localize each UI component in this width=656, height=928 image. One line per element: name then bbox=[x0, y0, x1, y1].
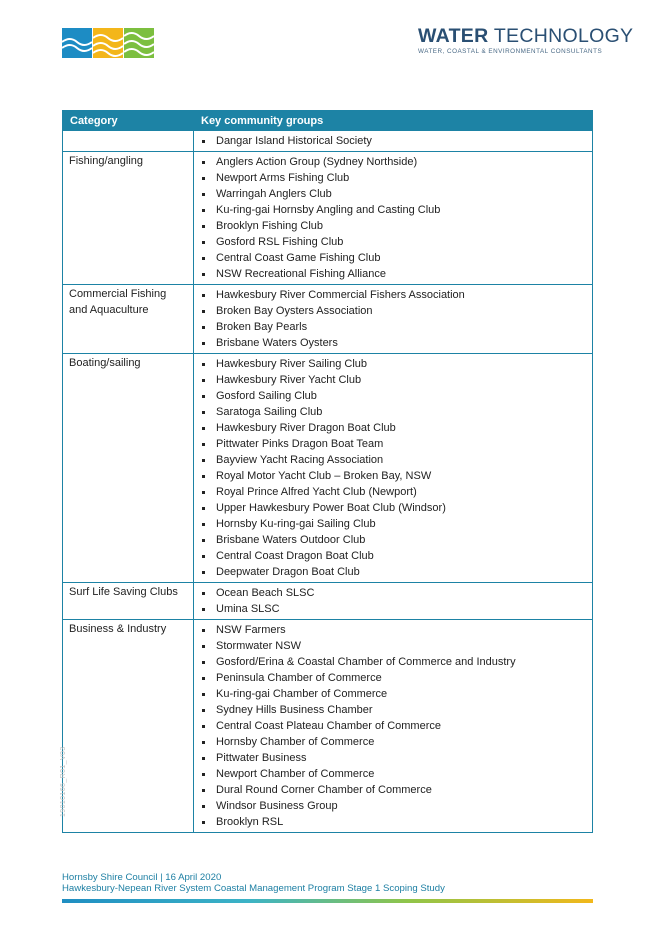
list-item: Umina SLSC bbox=[200, 601, 586, 617]
brand-block bbox=[418, 25, 634, 55]
groups-cell bbox=[194, 285, 593, 354]
category-cell: Commercial Fishing and Aquaculture bbox=[63, 285, 194, 354]
list-item: Ku-ring-gai Chamber of Commerce bbox=[200, 686, 586, 702]
list-item: Bayview Yacht Racing Association bbox=[200, 452, 586, 468]
category-cell: Surf Life Saving Clubs bbox=[63, 583, 194, 620]
groups-cell bbox=[194, 131, 593, 152]
list-item: Brisbane Waters Outdoor Club bbox=[200, 532, 586, 548]
water-wave-logo-icon bbox=[62, 28, 154, 58]
category-cell: Business & Industry bbox=[63, 620, 194, 833]
category-column-header: Category bbox=[63, 111, 194, 131]
list-item: Hornsby Chamber of Commerce bbox=[200, 734, 586, 750]
brand-title-rest: TECHNOLOGY bbox=[493, 25, 634, 47]
category-cell bbox=[63, 131, 194, 152]
groups-list bbox=[200, 287, 586, 351]
list-item: Stormwater NSW bbox=[200, 638, 586, 654]
groups-list bbox=[200, 133, 586, 149]
list-item: Central Coast Plateau Chamber of Commerce bbox=[200, 718, 586, 734]
footer-line-2: Hawkesbury-Nepean River System Coastal Management Program Stage 1 Scoping Study bbox=[62, 883, 445, 894]
list-item: NSW Recreational Fishing Alliance bbox=[200, 266, 586, 282]
list-item: Pittwater Business bbox=[200, 750, 586, 766]
list-item: Central Coast Dragon Boat Club bbox=[200, 548, 586, 564]
list-item: Hawkesbury River Dragon Boat Club bbox=[200, 420, 586, 436]
list-item: Anglers Action Group (Sydney Northside) bbox=[200, 154, 586, 170]
list-item: Warringah Anglers Club bbox=[200, 186, 586, 202]
table-row bbox=[63, 354, 593, 583]
list-item: Ocean Beach SLSC bbox=[200, 585, 586, 601]
table-header-row bbox=[63, 111, 593, 131]
table-row bbox=[63, 152, 593, 285]
list-item: Royal Prince Alfred Yacht Club (Newport) bbox=[200, 484, 586, 500]
footer-color-bar bbox=[62, 899, 593, 903]
list-item: Gosford RSL Fishing Club bbox=[200, 234, 586, 250]
groups-list bbox=[200, 154, 586, 282]
category-cell: Fishing/angling bbox=[63, 152, 194, 285]
groups-list bbox=[200, 356, 586, 580]
list-item: Pittwater Pinks Dragon Boat Team bbox=[200, 436, 586, 452]
table-row bbox=[63, 620, 593, 833]
table-row bbox=[63, 285, 593, 354]
groups-cell bbox=[194, 152, 593, 285]
list-item: Dural Round Corner Chamber of Commerce bbox=[200, 782, 586, 798]
groups-list bbox=[200, 585, 586, 617]
list-item: Gosford/Erina & Coastal Chamber of Commerce and Industry bbox=[200, 654, 586, 670]
list-item: Brooklyn RSL bbox=[200, 814, 586, 830]
community-groups-table bbox=[62, 110, 593, 833]
list-item: Saratoga Sailing Club bbox=[200, 404, 586, 420]
category-cell: Boating/sailing bbox=[63, 354, 194, 583]
list-item: Royal Motor Yacht Club – Broken Bay, NSW bbox=[200, 468, 586, 484]
groups-cell bbox=[194, 620, 593, 833]
groups-cell bbox=[194, 583, 593, 620]
document-code: 19010166_R01_V03 bbox=[60, 746, 67, 817]
footer-line-1: Hornsby Shire Council | 16 April 2020 bbox=[62, 872, 222, 883]
table-row bbox=[63, 583, 593, 620]
list-item: Hawkesbury River Yacht Club bbox=[200, 372, 586, 388]
list-item: Hawkesbury River Sailing Club bbox=[200, 356, 586, 372]
table-row bbox=[63, 131, 593, 152]
list-item: Newport Arms Fishing Club bbox=[200, 170, 586, 186]
list-item: Newport Chamber of Commerce bbox=[200, 766, 586, 782]
groups-column-header: Key community groups bbox=[194, 111, 593, 131]
list-item: Broken Bay Oysters Association bbox=[200, 303, 586, 319]
groups-cell bbox=[194, 354, 593, 583]
list-item: Broken Bay Pearls bbox=[200, 319, 586, 335]
list-item: Gosford Sailing Club bbox=[200, 388, 586, 404]
brand-title bbox=[418, 25, 634, 47]
table-body bbox=[63, 131, 593, 833]
list-item: Sydney Hills Business Chamber bbox=[200, 702, 586, 718]
list-item: Hornsby Ku-ring-gai Sailing Club bbox=[200, 516, 586, 532]
list-item: NSW Farmers bbox=[200, 622, 586, 638]
list-item: Windsor Business Group bbox=[200, 798, 586, 814]
list-item: Hawkesbury River Commercial Fishers Association bbox=[200, 287, 586, 303]
list-item: Dangar Island Historical Society bbox=[200, 133, 586, 149]
list-item: Central Coast Game Fishing Club bbox=[200, 250, 586, 266]
brand-subtitle: WATER, COASTAL & ENVIRONMENTAL CONSULTANTS bbox=[418, 48, 603, 55]
list-item: Brooklyn Fishing Club bbox=[200, 218, 586, 234]
list-item: Brisbane Waters Oysters bbox=[200, 335, 586, 351]
groups-list bbox=[200, 622, 586, 830]
list-item: Ku-ring-gai Hornsby Angling and Casting Club bbox=[200, 202, 586, 218]
list-item: Deepwater Dragon Boat Club bbox=[200, 564, 586, 580]
footer bbox=[62, 872, 445, 894]
list-item: Peninsula Chamber of Commerce bbox=[200, 670, 586, 686]
list-item: Upper Hawkesbury Power Boat Club (Windsor) bbox=[200, 500, 586, 516]
brand-title-bold: WATER bbox=[418, 25, 489, 47]
